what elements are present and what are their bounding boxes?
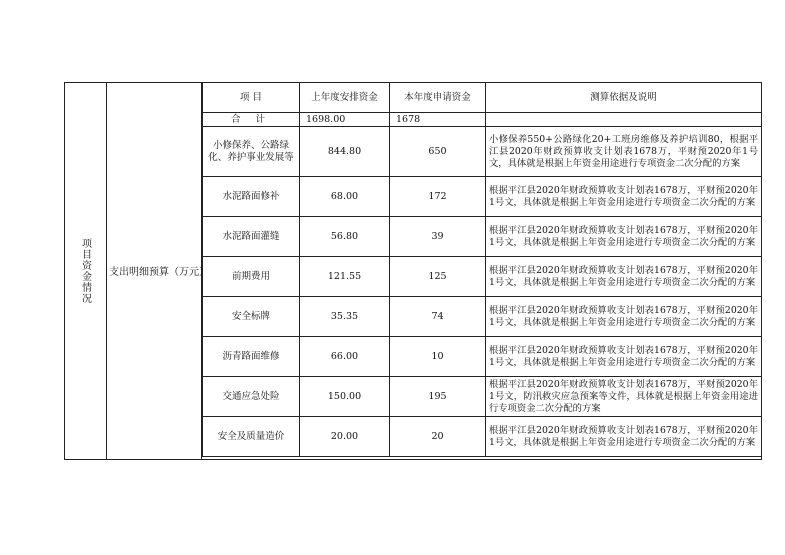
total-label: 合 计 [203, 113, 300, 127]
row-last-year: 68.00 [300, 177, 390, 217]
row-last-year: 150.00 [300, 377, 390, 417]
row-this-year: 10 [390, 337, 486, 377]
header-basis: 测算依据及说明 [486, 83, 762, 113]
row-basis: 根据平江县2020年财政预算收支计划表1678万，平财预2020年1号文，具体就是根据上年资金用途进行专项资金二次分配的方案 [486, 217, 762, 257]
row-last-year: 20.00 [300, 417, 390, 457]
total-basis [486, 113, 762, 127]
row-last-year: 121.55 [300, 257, 390, 297]
row-basis: 根据平江县2020年财政预算收支计划表1678万，平财预2020年1号文，防汛救灾应急预案等文件，具体就是根据上年资金用途进行专项资金二次分配的方案 [486, 377, 762, 417]
budget-table [202, 82, 762, 457]
row-item: 水泥路面灌缝 [203, 217, 300, 257]
row-item: 小修保养、公路绿化、养护事业发展等 [203, 127, 300, 177]
row-this-year: 172 [390, 177, 486, 217]
header-last-year: 上年度安排资金 [300, 83, 390, 113]
header-item: 项 目 [203, 83, 300, 113]
row-last-year: 35.35 [300, 297, 390, 337]
row-basis: 小修保养550+公路绿化20+工班房维修及养护培训80，根据平江县2020年财政预算收支计划表1678万，平财预2020年1号文，具体就是根据上年资金用途进行专项资金二次分配的方案 [486, 127, 762, 177]
header-row [203, 83, 762, 113]
row-last-year: 844.80 [300, 127, 390, 177]
row-basis: 根据平江县2020年财政预算收支计划表1678万，平财预2020年1号文，具体就是根据上年资金用途进行专项资金二次分配的方案 [486, 417, 762, 457]
section-label: 项目资金情况 [79, 237, 91, 304]
table-row [203, 417, 762, 457]
row-last-year: 66.00 [300, 337, 390, 377]
table-row [203, 217, 762, 257]
row-this-year: 125 [390, 257, 486, 297]
row-basis: 根据平江县2020年财政预算收支计划表1678万，平财预2020年1号文，具体就是根据上年资金用途进行专项资金二次分配的方案 [486, 257, 762, 297]
row-this-year: 74 [390, 297, 486, 337]
table-row [203, 257, 762, 297]
row-basis: 根据平江县2020年财政预算收支计划表1678万，平财预2020年1号文，具体就是根据上年资金用途进行专项资金二次分配的方案 [486, 337, 762, 377]
table-row [203, 377, 762, 417]
row-last-year: 56.80 [300, 217, 390, 257]
total-this-year: 1678 [390, 113, 486, 127]
row-item: 水泥路面修补 [203, 177, 300, 217]
row-this-year: 20 [390, 417, 486, 457]
subsection-label: 支出明细预算（万元） [109, 267, 209, 278]
table-row [203, 297, 762, 337]
row-this-year: 39 [390, 217, 486, 257]
row-basis: 根据平江县2020年财政预算收支计划表1678万，平财预2020年1号文，具体就是根据上年资金用途进行专项资金二次分配的方案 [486, 297, 762, 337]
row-item: 交通应急处险 [203, 377, 300, 417]
row-item: 沥青路面维修 [203, 337, 300, 377]
table-row [203, 177, 762, 217]
total-row [203, 113, 762, 127]
row-basis: 根据平江县2020年财政预算收支计划表1678万，平财预2020年1号文，具体就是根据上年资金用途进行专项资金二次分配的方案 [486, 177, 762, 217]
total-last-year: 1698.00 [300, 113, 390, 127]
row-this-year: 650 [390, 127, 486, 177]
row-this-year: 195 [390, 377, 486, 417]
row-item: 安全标牌 [203, 297, 300, 337]
table-row [203, 127, 762, 177]
header-this-year: 本年度申请资金 [390, 83, 486, 113]
row-item: 安全及质量造价 [203, 417, 300, 457]
table-row [203, 337, 762, 377]
row-item: 前期费用 [203, 257, 300, 297]
